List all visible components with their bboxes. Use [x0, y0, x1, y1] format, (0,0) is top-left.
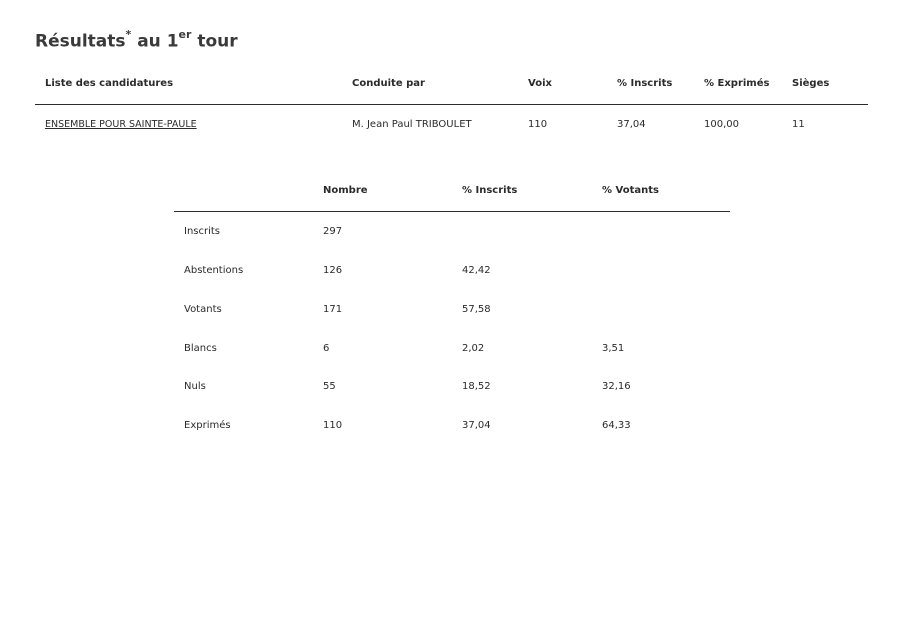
header-pct-voters: % Votants	[602, 185, 659, 196]
page-title	[35, 30, 238, 52]
cell-pct-expressed: 100,00	[704, 119, 739, 130]
row-label: Votants	[184, 304, 222, 315]
table-row	[174, 381, 730, 401]
header-votes: Voix	[528, 78, 552, 89]
cell-pct-registered: 2,02	[462, 343, 485, 354]
cell-count: 110	[323, 420, 343, 431]
cell-count: 171	[323, 304, 343, 315]
cell-count: 55	[323, 381, 336, 392]
cell-pct-registered: 18,52	[462, 381, 491, 392]
header-seats: Sièges	[792, 78, 830, 89]
cell-pct-voters: 64,33	[602, 420, 631, 431]
cell-votes: 110	[528, 119, 548, 130]
cell-pct-registered: 42,42	[462, 265, 491, 276]
row-label: Nuls	[184, 381, 206, 392]
cell-count: 126	[323, 265, 343, 276]
header-pct-expressed: % Exprimés	[704, 78, 770, 89]
cell-pct-voters: 32,16	[602, 381, 631, 392]
cell-pct-registered: 57,58	[462, 304, 491, 315]
row-label: Exprimés	[184, 420, 231, 431]
header-leader: Conduite par	[352, 78, 425, 89]
cell-leader: M. Jean Paul TRIBOULET	[352, 119, 472, 130]
cell-count: 297	[323, 226, 343, 237]
table-row	[174, 265, 730, 285]
participation-header-row	[174, 176, 730, 212]
table-row	[35, 116, 868, 136]
participation-table	[174, 176, 730, 446]
table-row	[174, 304, 730, 324]
header-pct-registered: % Inscrits	[617, 78, 673, 89]
cell-pct-registered: 37,04	[617, 119, 646, 130]
header-count: Nombre	[323, 185, 368, 196]
header-pct-registered: % Inscrits	[462, 185, 518, 196]
results-table	[35, 70, 868, 140]
row-label: Inscrits	[184, 226, 221, 237]
cell-pct-registered: 37,04	[462, 420, 491, 431]
title-ordinal: er	[178, 28, 192, 41]
cell-count: 6	[323, 343, 330, 354]
cell-pct-voters: 3,51	[602, 343, 625, 354]
row-label: Abstentions	[184, 265, 244, 276]
results-header-row	[35, 70, 868, 105]
list-link[interactable]: ENSEMBLE POUR SAINTE-PAULE	[45, 119, 197, 130]
row-label: Blancs	[184, 343, 217, 354]
title-prefix: Résultats	[35, 31, 126, 52]
title-suffix: tour	[191, 31, 238, 52]
title-middle: au 1	[131, 31, 179, 52]
header-list: Liste des candidatures	[45, 78, 174, 89]
table-row	[174, 343, 730, 363]
title-asterisk: *	[125, 28, 132, 41]
cell-seats: 11	[792, 119, 805, 130]
table-row	[174, 226, 730, 246]
table-row	[174, 420, 730, 440]
